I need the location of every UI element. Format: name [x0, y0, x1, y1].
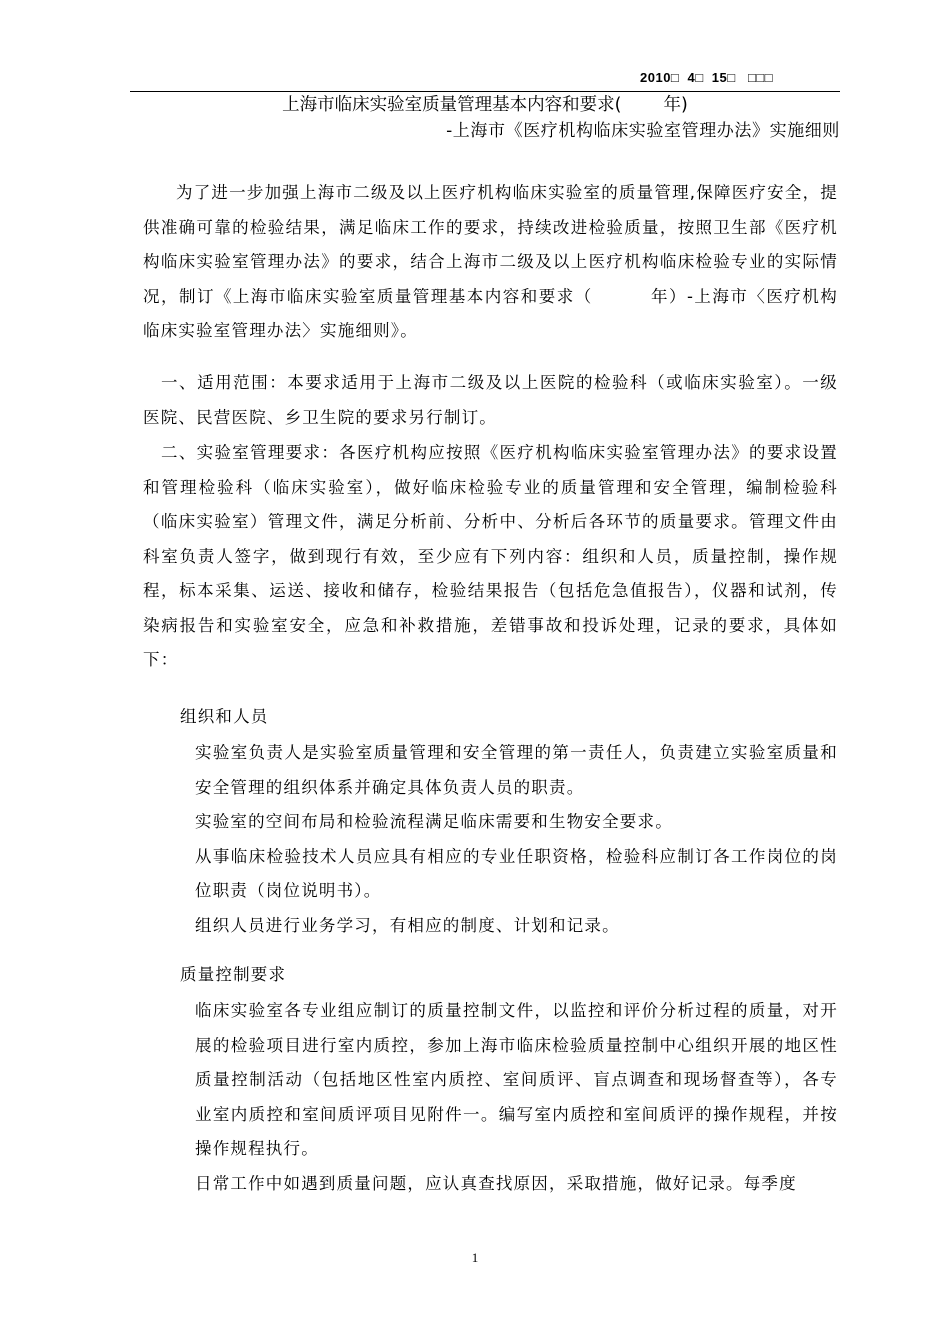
header-rule	[130, 91, 840, 92]
management-text: 二、实验室管理要求：各医疗机构应按照《医疗机构临床实验室管理办法》的要求设置和管理检验科（临床实验室），做好临床检验专业的质量管理和安全管理，编制检验科（临床实验室）管理文件，满足分析前、分析中、分析后各环节的质量要求。管理文件由科室负责人签字，做到现行有效，至少应有下列内容：组织和人员，质量控制，操作规程，标本采集、运送、接收和储存，检验结果报告（包括危急值报告），仪器和试剂，传染病报告和实验室安全，应急和补救措施，差错事故和投诉处理，记录的要求，具体如下：	[143, 443, 838, 669]
management-paragraph	[143, 436, 838, 678]
list-item: 组织人员进行业务学习，有相应的制度、计划和记录。	[195, 915, 620, 935]
intro-text-1: 为了进一步加强上海市二级及以上医疗机构临床实验室的质量管理,保障医疗安全，提供准确可靠的检验结果，满足临床工作的要求，持续改进检验质量，按照卫生部《医疗机构临床实验室管理办法》的要求，结合上海市二级及以上医疗机构临床检验专业的实际情况，制订《上海市临床实验室质量管理基本内容和要求（	[143, 183, 838, 306]
title-paren-close: 年)	[663, 95, 688, 115]
document-subtitle: -上海市《医疗机构临床实验室管理办法》实施细则	[446, 121, 840, 141]
org-items	[195, 736, 838, 943]
header-date: 2010□ 4□ 15□ □□□	[640, 70, 774, 85]
intro-text-2: 年）-上海市〈医疗机构临床实验室管理办法〉实施细则》。	[143, 286, 839, 340]
qc-items	[195, 994, 838, 1201]
list-item: 日常工作中如遇到质量问题，应认真查找原因，采取措施，做好记录。每季度	[195, 1173, 797, 1193]
list-item: 从事临床检验技术人员应具有相应的专业任职资格，检验科应制订各工作岗位的岗位职责（岗位说明书）。	[195, 846, 838, 900]
section-heading-org: 组织和人员	[180, 707, 269, 726]
title-paren-open: (	[614, 95, 622, 115]
list-item: 临床实验室各专业组应制订的质量控制文件，以监控和评价分析过程的质量，对开展的检验项目进行室内质控，参加上海市临床检验质量控制中心组织开展的地区性质量控制活动（包括地区性室内质控、室间质评、盲点调查和现场督查等），各专业室内质控和室间质评项目见附件一。编写室内质控和室间质评的操作规程，并按操作规程执行。	[195, 1001, 838, 1158]
document-title	[130, 93, 840, 117]
section-heading-qc: 质量控制要求	[180, 965, 287, 984]
list-item: 实验室负责人是实验室质量管理和安全管理的第一责任人，负责建立实验室质量和安全管理的组织体系并确定具体负责人员的职责。	[195, 743, 838, 797]
scope-text: 一、适用范围：本要求适用于上海市二级及以上医院的检验科（或临床实验室）。一级医院、民营医院、乡卫生院的要求另行制订。	[143, 373, 838, 427]
title-main: 上海市临床实验室质量管理基本内容和要求	[282, 95, 615, 115]
list-item: 实验室的空间布局和检验流程满足临床需要和生物安全要求。	[195, 812, 673, 831]
page-number: 1	[471, 1250, 479, 1265]
scope-paragraph	[143, 366, 838, 435]
intro-paragraph	[143, 176, 838, 349]
